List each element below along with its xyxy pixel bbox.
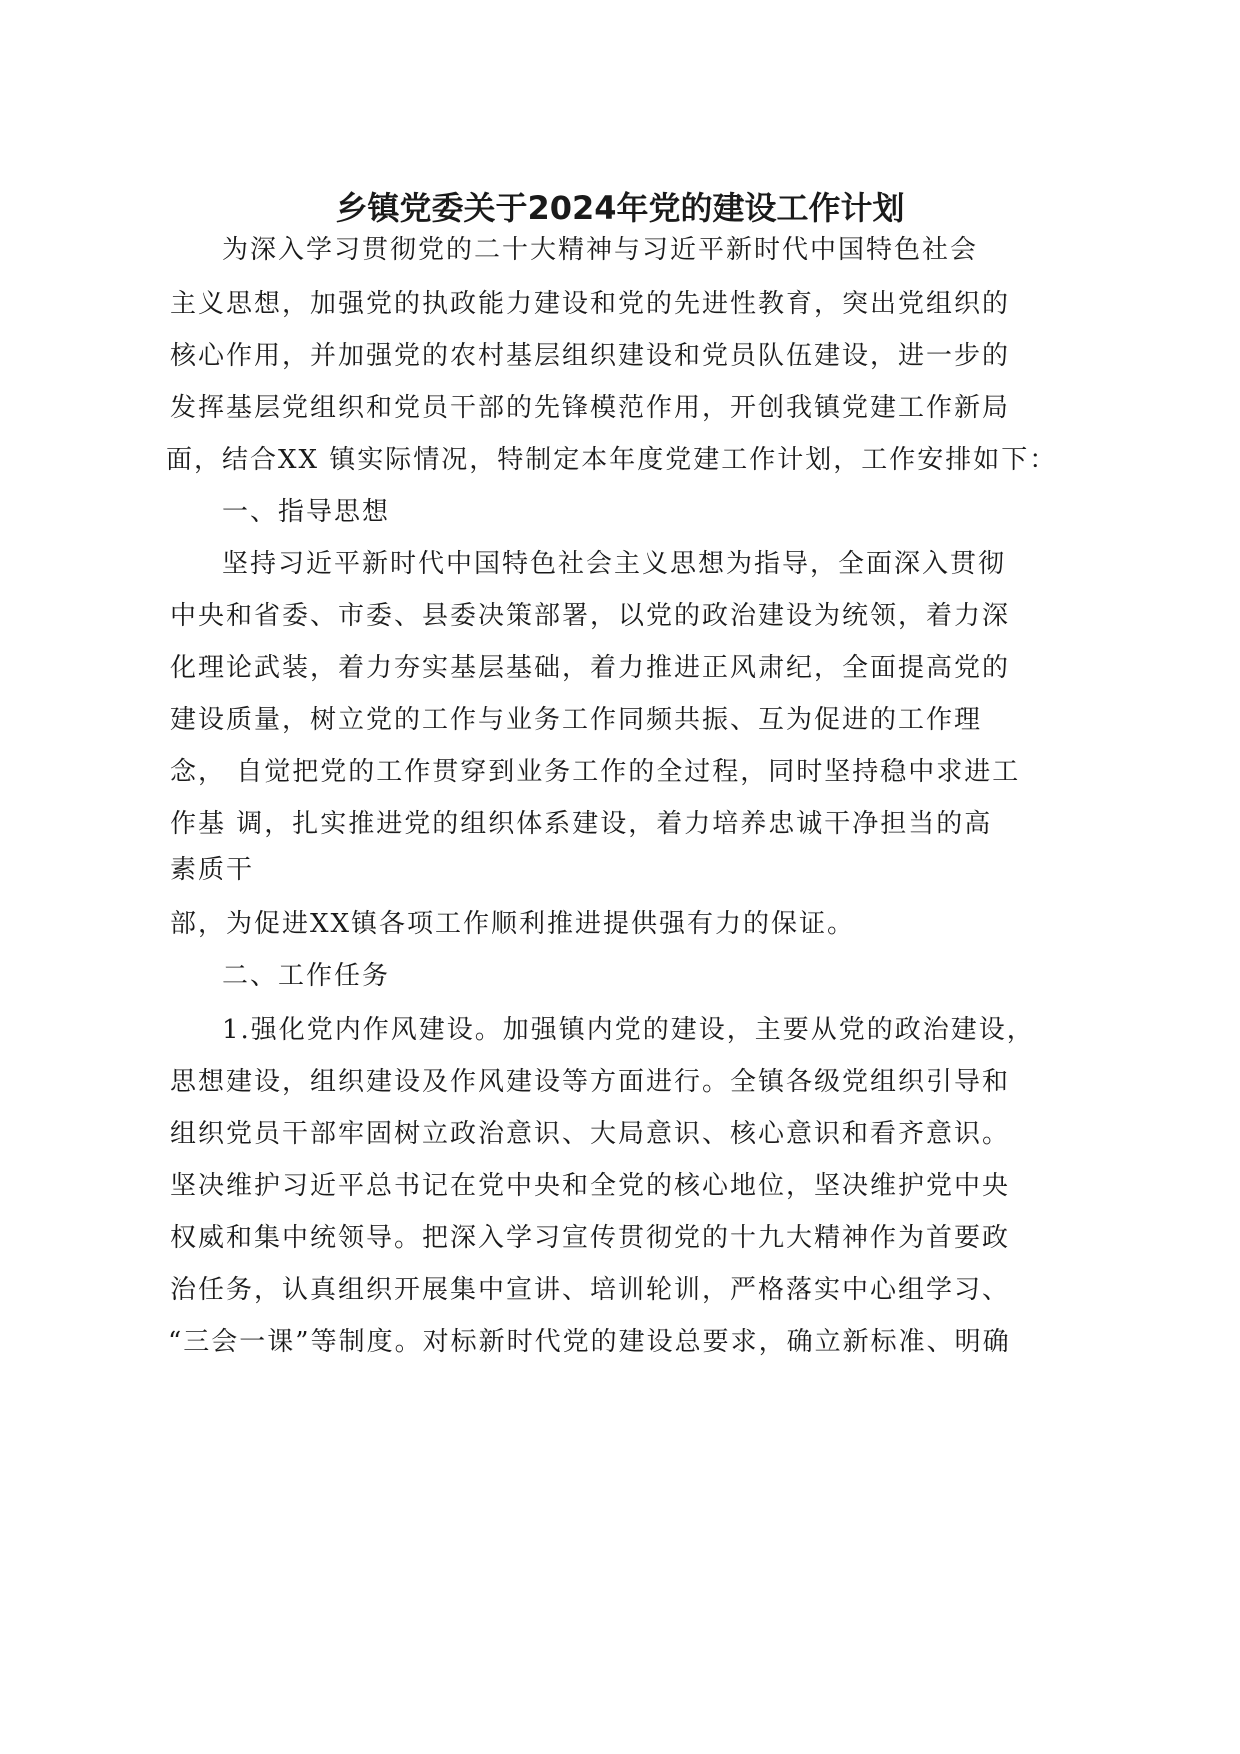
section-heading: 一、指导思想: [222, 497, 391, 527]
paragraph-line: 部，为促进XX镇各项工作顺利推进提供强有力的保证。: [170, 909, 856, 939]
paragraph-line: 组织党员干部牢固树立政治意识、大局意识、核心意识和看齐意识。: [170, 1119, 1011, 1149]
paragraph-line: 中央和省委、市委、县委决策部署，以党的政治建设为统领，着力深: [170, 601, 1011, 631]
paragraph-line: 坚决维护习近平总书记在党中央和全党的核心地位，坚决维护党中央: [170, 1171, 1011, 1201]
paragraph-line: 素质干: [170, 855, 255, 885]
paragraph-line: “三会一课”等制度。对标新时代党的建设总要求，确立新标准、明确: [168, 1327, 1011, 1357]
paragraph-line: 1.强化党内作风建设。加强镇内党的建设，主要从党的政治建设，: [222, 1015, 1035, 1045]
paragraph-line: 思想建设，组织建设及作风建设等方面进行。全镇各级党组织引导和: [170, 1067, 1011, 1097]
paragraph-line: 坚持习近平新时代中国特色社会主义思想为指导，全面深入贯彻: [222, 549, 1007, 579]
paragraph-line: 面，结合XX 镇实际情况，特制定本年度党建工作计划，工作安排如下：: [166, 445, 1058, 475]
paragraph-line: 核心作用，并加强党的农村基层组织建设和党员队伍建设，进一步的: [170, 341, 1011, 371]
paragraph-line: 为深入学习贯彻党的二十大精神与习近平新时代中国特色社会: [222, 235, 979, 265]
paragraph-line: 作基 调，扎实推进党的组织体系建设，着力培养忠诚干净担当的高: [170, 809, 993, 839]
paragraph-line: 发挥基层党组织和党员干部的先锋模范作用，开创我镇党建工作新局: [170, 393, 1011, 423]
document-title: 乡镇党委关于2024年党的建设工作计划: [335, 189, 905, 227]
paragraph-line: 建设质量，树立党的工作与业务工作同频共振、互为促进的工作理: [170, 705, 983, 735]
paragraph-line: 权威和集中统领导。把深入学习宣传贯彻党的十九大精神作为首要政: [170, 1223, 1011, 1253]
section-heading: 二、工作任务: [222, 961, 391, 991]
paragraph-line: 念， 自觉把党的工作贯穿到业务工作的全过程，同时坚持稳中求进工: [170, 757, 1021, 787]
paragraph-line: 化理论武装，着力夯实基层基础，着力推进正风肃纪，全面提高党的: [170, 653, 1011, 683]
paragraph-line: 主义思想，加强党的执政能力建设和党的先进性教育，突出党组织的: [170, 289, 1011, 319]
paragraph-line: 治任务，认真组织开展集中宣讲、培训轮训，严格落实中心组学习、: [170, 1275, 1011, 1305]
